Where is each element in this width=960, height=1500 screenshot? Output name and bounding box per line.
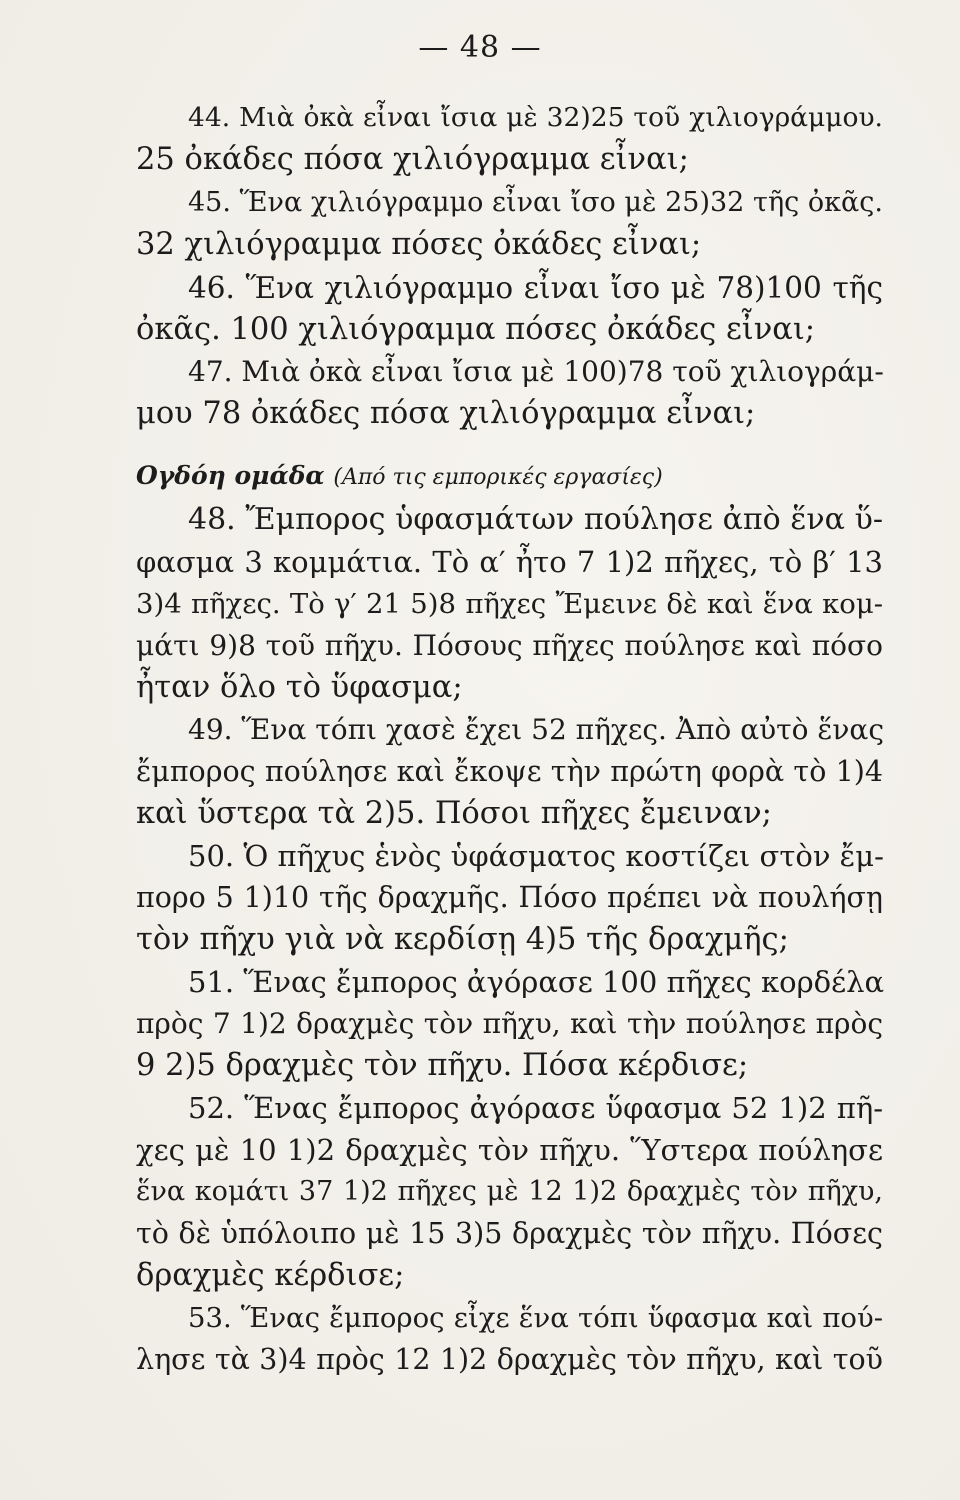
- text-line: 32 χιλιόγραμμα πόσες ὀκάδες εἶναι;: [136, 227, 702, 262]
- text-line: τὸν πῆχυ γιὰ νὰ κερδίσῃ 4)5 τῆς δραχμῆς;: [136, 922, 789, 957]
- text-line: 50. Ὁ πῆχυς ἑνὸς ὑφάσματος κοστίζει στὸν ἔμ-: [188, 839, 884, 873]
- section-heading: [136, 458, 663, 496]
- text-line: μου 78 ὀκάδες πόσα χιλιόγραμμα εἶναι;: [136, 396, 756, 431]
- text-line: πρὸς 7 1)2 δραχμὲς τὸν πῆχυ, καὶ τὴν πούλησε πρὸς: [136, 1007, 883, 1040]
- text-line: 49. Ἕνα τόπι χασὲ ἔχει 52 πῆχες. Ἀπὸ αὐτὸ ἕνας: [188, 713, 885, 746]
- section-subtitle: (Από τις εμπορικές εργασίες): [333, 465, 663, 490]
- text-line: 46. Ἕνα χιλιόγραμμο εἶναι ἴσο μὲ 78)100 τῆς: [188, 271, 883, 305]
- text-line: 44. Μιὰ ὀκὰ εἶναι ἴσια μὲ 32)25 τοῦ χιλιογράμμου.: [188, 102, 883, 133]
- text-line: 47. Μιὰ ὀκὰ εἶναι ἴσια μὲ 100)78 τοῦ χιλιογράμ-: [188, 355, 884, 388]
- text-line: 9 2)5 δραχμὲς τὸν πῆχυ. Πόσα κέρδισε;: [136, 1048, 749, 1083]
- text-line: 52. Ἕνας ἔμπορος ἀγόρασε ὕφασμα 52 1)2 πῆ-: [188, 1091, 883, 1125]
- text-line: λησε τὰ 3)4 πρὸς 12 1)2 δραχμὲς τὸν πῆχυ, καὶ τοῦ: [136, 1343, 883, 1376]
- text-line: καὶ ὕστερα τὰ 2)5. Πόσοι πῆχες ἔμειναν;: [136, 796, 772, 831]
- text-line: ἔμπορος πούλησε καὶ ἔκοψε τὴν πρώτη φορὰ τὸ 1)4: [136, 755, 883, 788]
- text-line: ἕνα κομάτι 37 1)2 πῆχες μὲ 12 1)2 δραχμὲς τὸν πῆχυ,: [136, 1176, 883, 1207]
- text-line: 3)4 πῆχες. Τὸ γ′ 21 5)8 πῆχες Ἔμεινε δὲ καὶ ἕνα κομ-: [136, 588, 883, 620]
- section-title: Ογδόη ομάδα: [136, 461, 325, 490]
- text-line: 51. Ἕνας ἔμπορος ἀγόρασε 100 πῆχες κορδέλα: [188, 965, 885, 999]
- text-line: χες μὲ 10 1)2 δραχμὲς τὸν πῆχυ. Ὕστερα πούλησε: [136, 1133, 883, 1167]
- text-line: 53. Ἕνας ἔμπορος εἶχε ἕνα τόπι ὕφασμα καὶ πού-: [188, 1302, 883, 1334]
- text-line: 45. Ἕνα χιλιόγραμμο εἶναι ἴσο μὲ 25)32 τῆς ὀκᾶς.: [188, 187, 883, 218]
- page-number: — 48 —: [418, 30, 542, 65]
- text-line: 25 ὀκάδες πόσα χιλιόγραμμα εἶναι;: [136, 142, 689, 177]
- text-line: δραχμὲς κέρδισε;: [136, 1258, 405, 1293]
- text-line: ὀκᾶς. 100 χιλιόγραμμα πόσες ὀκάδες εἶναι;: [136, 312, 816, 347]
- text-line: φασμα 3 κομμάτια. Τὸ α′ ἦτο 7 1)2 πῆχες, τὸ β′ 13: [136, 545, 883, 579]
- text-line: μάτι 9)8 τοῦ πῆχυ. Πόσους πῆχες πούλησε καὶ πόσο: [136, 629, 883, 662]
- text-line: τὸ δὲ ὑπόλοιπο μὲ 15 3)5 δραχμὲς τὸν πῆχυ. Πόσες: [136, 1217, 883, 1250]
- text-line: 48. Ἔμπορος ὑφασμάτων πούλησε ἀπὸ ἕνα ὕ-: [188, 502, 883, 537]
- text-line: πορο 5 1)10 τῆς δραχμῆς. Πόσο πρέπει νὰ πουλήσῃ: [136, 881, 883, 914]
- text-line: ἦταν ὅλο τὸ ὕφασμα;: [136, 670, 463, 705]
